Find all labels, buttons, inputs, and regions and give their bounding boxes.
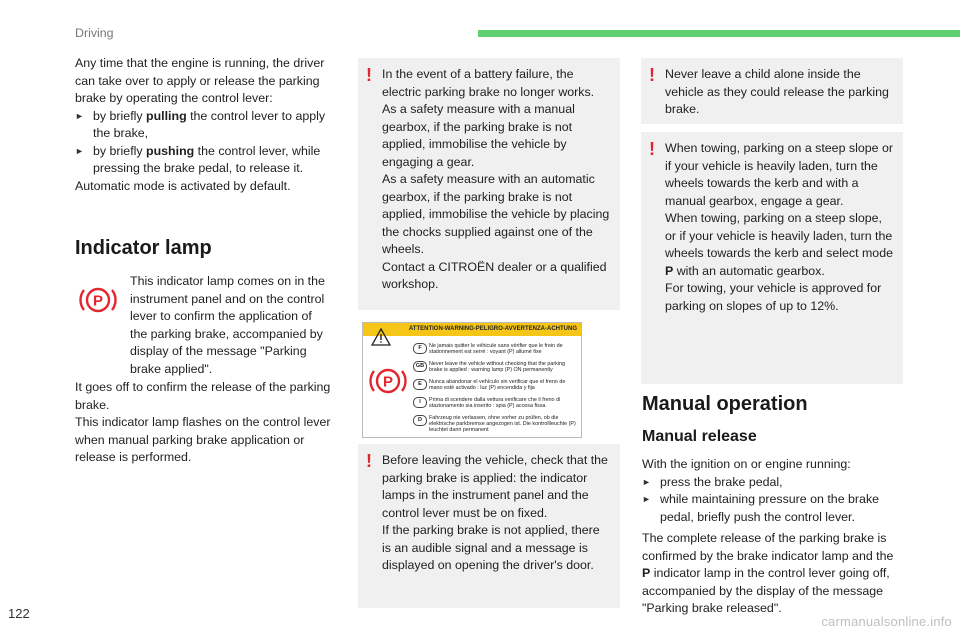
release-confirmation-text: The complete release of the parking brake is confirmed by the brake indicator lamp and the P indicator lamp in the control lever going off, accompanied by the display of the message "Parking brake released". bbox=[642, 531, 894, 615]
sticker-row: I Prima di scendere dalla vettura verificare che il freno di stazionamento sia inserito : spia (P) accesa fissa bbox=[413, 397, 577, 409]
manual-release-steps bbox=[642, 456, 904, 526]
sticker-row: E Nunca abandonar el vehículo sin verificar que el freno de mano esté activado : luz (P) encendida y fija bbox=[413, 379, 577, 391]
goes-off-text: It goes off to confirm the release of the parking brake. bbox=[75, 380, 331, 412]
indicator-lamp-heading: Indicator lamp bbox=[75, 237, 212, 259]
warning-text: Before leaving the vehicle, check that the parking brake is applied: the indicator lamps in the instrument panel and the control lever must be on fixed. bbox=[382, 453, 608, 520]
warning-text: When towing, parking on a steep slope or if your vehicle is heavily laden, turn the wheels towards the kerb and with a manual gearbox, engage a gear. bbox=[665, 141, 893, 208]
flashes-text: This indicator lamp flashes on the control lever when manual parking brake application or release is performed. bbox=[75, 415, 331, 464]
warning-text: As a safety measure with an automatic gearbox, if the parking brake is not applied, immobilise the vehicle by placing the chocks supplied against one of the wheels. bbox=[382, 172, 610, 256]
warning-text: Never leave a child alone inside the vehicle as they could release the parking brake. bbox=[665, 67, 889, 116]
warning-exclamation-icon: ! bbox=[649, 139, 655, 159]
page-number: 122 bbox=[8, 606, 30, 621]
column-1-lamp-behaviour bbox=[75, 379, 337, 467]
release-step: ► press the brake pedal, bbox=[642, 474, 904, 492]
warning-text: In the event of a battery failure, the electric parking brake no longer works. bbox=[382, 67, 595, 99]
sticker-row: F Ne jamais quitter le véhicule sans vérifier que le frein de stationnement est serré : voyant (P) allumé fixe bbox=[413, 343, 577, 355]
warning-text: If the parking brake is not applied, there is an audible signal and a message is displayed on opening the driver's door. bbox=[382, 523, 600, 572]
warning-exclamation-icon: ! bbox=[649, 65, 655, 85]
manual-operation-heading: Manual operation bbox=[642, 393, 808, 415]
release-step: ► while maintaining pressure on the brake pedal, briefly push the control lever. bbox=[642, 491, 904, 526]
section-accent-bar bbox=[478, 30, 960, 37]
warning-text: As a safety measure with a manual gearbox, if the parking brake is not applied, immobilise the vehicle by engaging a gear. bbox=[382, 102, 575, 169]
parking-brake-icon bbox=[78, 282, 118, 318]
intro-text: Any time that the engine is running, the driver can take over to apply or release the parking brake by operating the control lever: bbox=[75, 56, 325, 105]
sticker-row: D Fahrzeug nie verlassen, ohne vorher zu prüfen, ob die elektrische parkbremse angezogen ist. Die kontrollleuchte (P) leuchtet dann permanent bbox=[413, 415, 577, 433]
watermark: carmanualsonline.info bbox=[821, 614, 952, 629]
warning-text: When towing, parking on a steep slope, or if your vehicle is heavily laden, turn the wheels towards the kerb and select mode P with an automatic gearbox. bbox=[665, 211, 893, 278]
manual-release-heading: Manual release bbox=[642, 428, 757, 445]
sticker-row: GB Never leave the vehicle without checking that the parking brake is applied : warning lamp (P) ON permanently bbox=[413, 361, 577, 373]
sticker-header: ATTENTION-WARNING-PELIGRO-AVVERTENZA-ACHTUNG bbox=[363, 323, 581, 336]
warning-triangle-icon bbox=[371, 328, 391, 346]
child-warning bbox=[641, 58, 903, 124]
release-intro: With the ignition on or engine running: bbox=[642, 457, 851, 471]
parking-brake-icon bbox=[368, 363, 408, 399]
towing-warning bbox=[641, 132, 903, 384]
column-1-intro bbox=[75, 55, 330, 195]
automatic-mode-text: Automatic mode is activated by default. bbox=[75, 178, 291, 193]
bullet-apply: ► by briefly pulling the control lever to apply the brake, bbox=[75, 108, 330, 143]
svg-text:P: P bbox=[92, 292, 104, 310]
battery-failure-warning bbox=[358, 58, 620, 310]
section-title: Driving bbox=[75, 26, 114, 40]
svg-text:P: P bbox=[382, 373, 394, 391]
warning-label-sticker bbox=[362, 322, 582, 438]
bullet-release: ► by briefly pushing the control lever, while pressing the brake pedal, to release it. bbox=[75, 143, 330, 178]
warning-text: For towing, your vehicle is approved for parking on slopes of up to 12%. bbox=[665, 281, 882, 313]
leaving-vehicle-warning bbox=[358, 444, 620, 608]
warning-exclamation-icon: ! bbox=[366, 451, 372, 471]
indicator-lamp-text: This indicator lamp comes on in the instrument panel and on the control lever to confirm the application of the parking brake, accompanied by display of the message "Parking brake applied". bbox=[130, 274, 325, 376]
warning-exclamation-icon: ! bbox=[366, 65, 372, 85]
warning-text: Contact a CITROËN dealer or a qualified workshop. bbox=[382, 259, 607, 291]
